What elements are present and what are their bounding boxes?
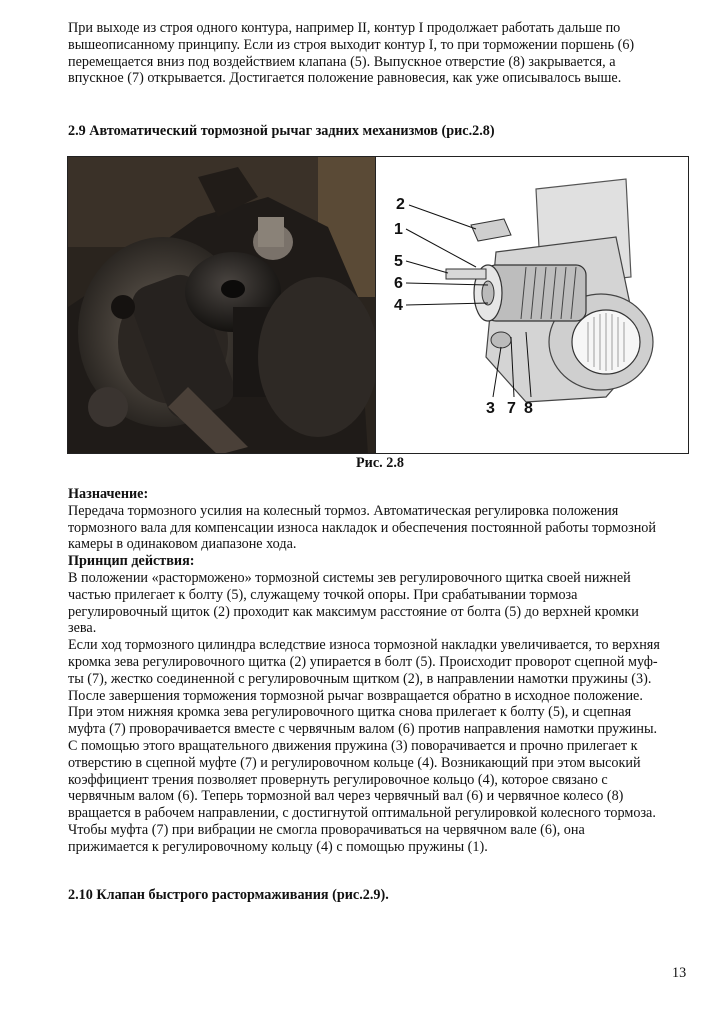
text-line: кромка зева регулировочного щитка (2) упирается в болт (5). Происходит проворот сцепной муф- [68, 653, 658, 670]
text-line: червячным валом (6). Теперь тормозной вал через червячный вал (6) и червячное колесо (8) [68, 788, 624, 805]
brake-lever-diagram [376, 157, 688, 453]
photo-image [68, 157, 376, 453]
text-line: перемещается вниз под воздействием клапана (5). Выпускное отверстие (8) закрывается, а [68, 53, 616, 70]
text-line: прижимается к регулировочному кольцу (4) с помощью пружины (1). [68, 838, 488, 855]
text-line: зева. [68, 620, 97, 637]
purpose-title: Назначение: [68, 486, 149, 502]
section-heading-2-9: 2.9 Автоматический тормозной рычаг задних механизмов (рис.2.8) [68, 123, 495, 139]
text-line: впускное (7) открывается. Достигается положение равновесия, как уже описывалось выше. [68, 70, 622, 87]
brake-lever-photo [68, 157, 376, 453]
diagram-label-2: 2 [396, 196, 405, 213]
section-heading-2-10: 2.10 Клапан быстрого растормаживания (рис.2.9). [68, 887, 389, 903]
text-line: После завершения торможения тормозной рычаг возвращается обратно в исходное положение. [68, 687, 643, 704]
text-line: При выходе из строя одного контура, например II, контур I продолжает работать дальше по [68, 20, 621, 36]
principle-title: Принцип действия: [68, 553, 195, 570]
text-line: ты (7), жестко соединенной с регулировочным щитком (2), в направлении намотки пружины (3). [68, 670, 652, 687]
text-line: камеры в одинаковом диапазоне хода. [68, 536, 297, 553]
text-line: Передача тормозного усилия на колесный тормоз. Автоматическая регулировка положения [68, 502, 619, 519]
text-line: муфта (7) проворачивается вместе с червячным валом (6) против направления намотки пружины. [68, 721, 658, 738]
text-line: Чтобы муфта (7) при вибрации не смогла проворачиваться на червячном вале (6), она [68, 821, 585, 838]
text-line: коэффициент трения позволяет провернуть регулировочное кольцо (4), которое связано с [68, 771, 608, 788]
diagram-label-6: 6 [394, 275, 403, 292]
diagram-label-4: 4 [394, 297, 403, 314]
diagram-label-5: 5 [394, 253, 403, 270]
description-block [68, 486, 680, 856]
diagram-label-7: 7 [507, 400, 516, 417]
text-line: Если ход тормозного цилиндра вследствие износа тормозной накладки увеличивается, то верхняя [68, 637, 660, 654]
text-line: вышеописанному принципу. Если из строя выходит контур I, то при торможении поршень (6) [68, 36, 635, 53]
figure-2-8 [67, 156, 689, 454]
page-number: 13 [672, 965, 687, 981]
intro-paragraph [68, 20, 680, 87]
diagram-label-1: 1 [394, 221, 403, 238]
text-line: При этом нижняя кромка зева регулировочного щитка снова прилегает к болту (5), и сцепная [68, 704, 632, 721]
text-line: В положении «расторможено» тормозной системы зев регулировочного щитка своей нижней [68, 569, 631, 586]
diagram-label-8: 8 [524, 400, 533, 417]
text-line: тормозного вала для компенсации износа накладок и обеспечения постоянной работы тормозной [68, 519, 656, 536]
text-line: регулировочный щиток (2) проходит как максимум расстояние от болта (5) до верхней кромки [68, 603, 639, 620]
text-line: С помощью этого вращательного движения пружина (3) поворачивается и прочно прилегает к [68, 737, 638, 754]
text-line: отверстию в сцепной муфте (7) и регулировочном кольце (4). Возникающий при этом высокий [68, 754, 641, 771]
diagram-image [376, 157, 688, 453]
figure-caption: Рис. 2.8 [356, 455, 404, 471]
text-line: вращается в рабочем направлении, с достигнутой оптимальной регулировкой колесного тормоза. [68, 805, 656, 822]
diagram-label-3: 3 [486, 400, 495, 417]
text-line: частью прилегает к болту (5), служащему точкой опоры. При срабатывании тормоза [68, 586, 578, 603]
